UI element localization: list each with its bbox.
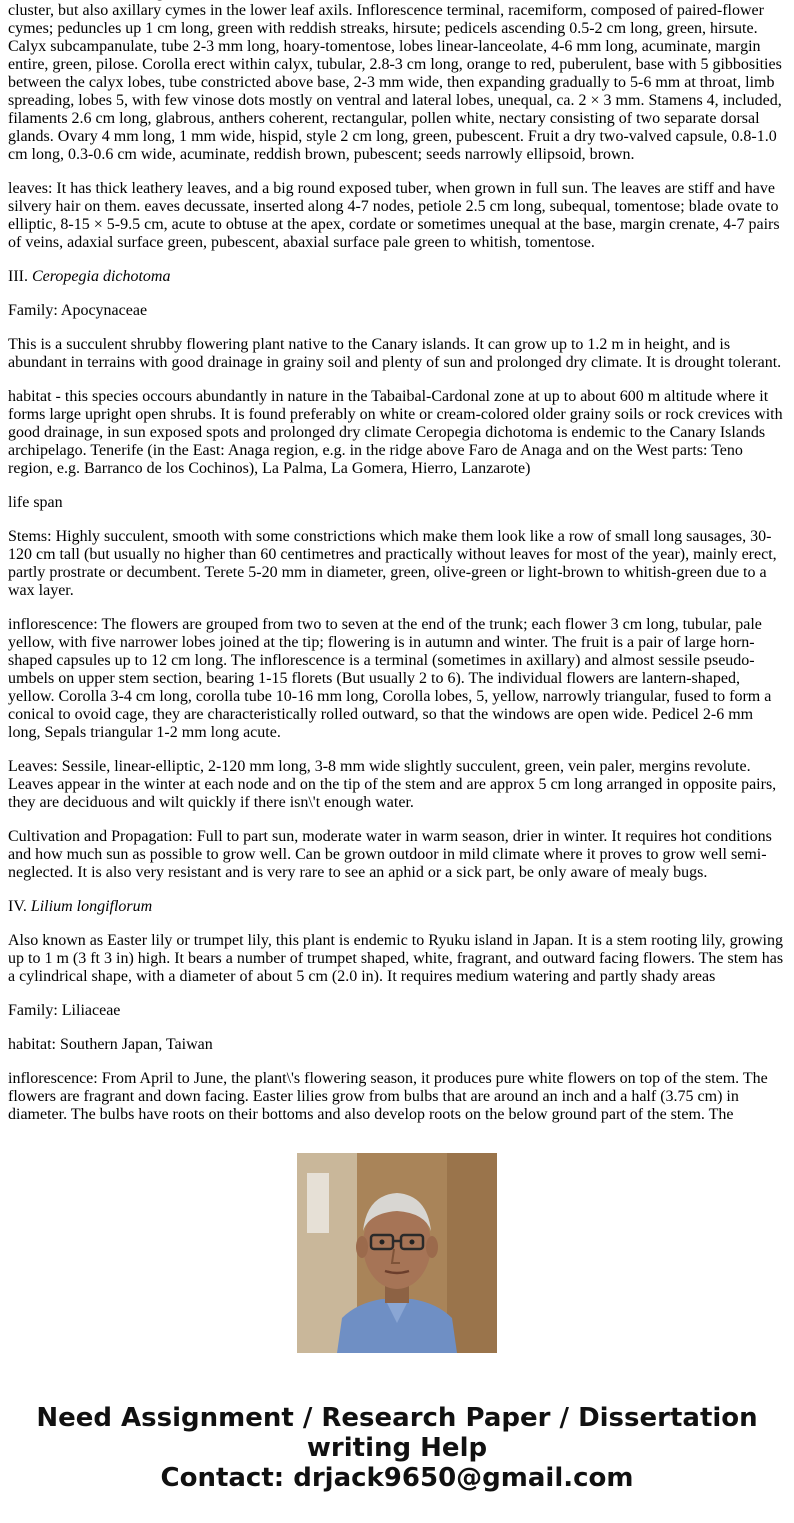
section-number: III. bbox=[8, 268, 32, 285]
paragraph-leaves-2: leaves: It has thick leathery leaves, and a big round exposed tuber, when grown in full sun. The leaves are stiff and have silvery hair on them. eaves decussate, inserted along 4-7 nodes, petiole 2.5 cm long, subequal, tomentose; blade ovate to elliptic, 8-15 × 5-9.5 cm, acute to obtuse at the apex, cordate or sometimes unequal at the base, margin crenate, 4-7 pairs of veins, adaxial surface green, pubescent, abaxial surface pale green to whitish, tomentose. bbox=[8, 180, 780, 251]
species-name: Lilium longiflorum bbox=[30, 898, 153, 915]
paragraph-inflorescence-3: inflorescence: The flowers are grouped from two to seven at the end of the trunk; each flower 3 cm long, tubular, pale yellow, with five narrower lobes joined at the tip; flowering is in autumn and winter. The fruit is a pair of large horn-shaped capsules up to 12 cm long. The inflorescence is a terminal (sometimes in axillary) and almost sessile pseudo-umbels on upper stem section, bearing 1-15 florets (But usually 2 to 6). The individual flowers are lantern-shaped, yellow. Corolla 3-4 cm long, corolla tube 10-16 mm long, Corolla lobes, 5, yellow, narrowly triangular, fused to form a conical to ovoid cage, they are characteristically rolled outward, so that the windows are open wide. Pedicel 2-6 mm long, Sepals triangular 1-2 mm long acute. bbox=[8, 616, 772, 741]
paragraph-inflorescence-4: inflorescence: From April to June, the plant\'s flowering season, it produces pure white flowers on top of the stem. The flowers are fragrant and down facing. Easter lilies grow from bulbs that are around an inch and a half (3.75 cm) in diameter. The bulbs have roots on their bottoms and also develop roots on the below ground part of the stem. The bbox=[8, 1070, 768, 1123]
paragraph-stems-3: Stems: Highly succulent, smooth with some constrictions which make them look like a row of small long sausages, 30-120 cm tall (but usually no higher than 60 centimetres and practically without leaves for most of the year), mainly erect, partly prostrate or decumbent. Terete 5-20 mm in diameter, green, olive-green or light-brown to whitish-green due to a wax layer. bbox=[8, 528, 777, 599]
avatar-portrait-image bbox=[297, 1153, 497, 1353]
promo-banner bbox=[0, 1403, 794, 1493]
paragraph-intro-3: This is a succulent shrubby flowering plant native to the Canary islands. It can grow up to 1.2 m in height, and is abundant in terrains with good drainage in grainy soil and plenty of sun and prolonged dry climate. It is drought tolerant. bbox=[8, 336, 782, 371]
paragraph-habitat-3: habitat - this species occours abundantly in nature in the Tabaibal-Cardonal zone at up to about 600 m altitude where it forms large upright open shrubs. It is found preferably on white or cream-colored older grainy soils or rock crevices with good drainage, in sun exposed spots and prolonged dry climate Ceropegia dichotoma is endemic to the Canary Islands archipelago. Tenerife (in the East: Anaga region, e.g. in the ridge above Faro de Anaga and on the West parts: Teno region, e.g. Barranco de los Cochinos), La Palma, La Gomera, Hierro, Lanzarote) bbox=[8, 388, 783, 477]
promo-line-1: Need Assignment / Research Paper / Dissertation bbox=[36, 1403, 758, 1433]
author-avatar bbox=[297, 1153, 497, 1353]
species-name: Ceropegia dichotoma bbox=[31, 268, 171, 285]
document-body bbox=[8, 0, 786, 1140]
section-number: IV. bbox=[8, 898, 31, 915]
promo-contact: Contact: drjack9650@gmail.com bbox=[160, 1463, 634, 1493]
paragraph-family-4: Family: Liliaceae bbox=[8, 1002, 121, 1019]
promo-line-2: writing Help bbox=[306, 1433, 488, 1463]
section-heading-4 bbox=[8, 898, 786, 916]
paragraph-cultivation-3: Cultivation and Propagation: Full to part sun, moderate water in warm season, drier in winter. It requires hot conditions and how much sun as possible to grow well. Can be grown outdoor in mild climate where it proves to grow well semi-neglected. It is also very resistant and is very rare to see an aphid or a sick part, be only aware of mealy bugs. bbox=[8, 828, 772, 881]
paragraph-inflorescence-2: cluster, but also axillary cymes in the lower leaf axils. Inflorescence terminal, racemiform, composed of paired-flower cymes; peduncles up 1 cm long, green with reddish streaks, hirsute; pedicels ascending 0.5-2 cm long, green, hirsute. Calyx subcampanulate, tube 2-3 mm long, hoary-tomentose, lobes linear-lanceolate, 4-6 mm long, acuminate, margin entire, green, pilose. Corolla erect within calyx, tubular, 2.8-3 cm long, orange to red, puberulent, base with 5 gibbosities between the calyx lobes, tube constricted above base, 2-3 mm wide, then expanding gradually to 5-6 mm at throat, limb spreading, lobes 5, with few vinose dots mostly on ventral and lateral lobes, unequal, ca. 2 × 3 mm. Stamens 4, included, filaments 2.6 cm long, glabrous, anthers coherent, rectangular, pollen white, nectary consisting of two separate dorsal glands. Ovary 4 mm long, 1 mm wide, hispid, style 2 cm long, green, pubescent. Fruit a dry two-valved capsule, 0.8-1.0 cm long, 0.3-0.6 cm wide, acuminate, reddish brown, pubescent; seeds narrowly ellipsoid, brown. bbox=[8, 2, 782, 163]
section-heading-3 bbox=[8, 268, 786, 286]
paragraph-intro-4: Also known as Easter lily or trumpet lily, this plant is endemic to Ryuku island in Japan. It is a stem rooting lily, growing up to 1 m (3 ft 3 in) high. It bears a number of trumpet shaped, white, fragrant, and outward facing flowers. The stem has a cylindrical shape, with a diameter of about 5 cm (2.0 in). It requires medium watering and partly shady areas bbox=[8, 932, 784, 985]
paragraph-family-3: Family: Apocynaceae bbox=[8, 302, 148, 319]
paragraph-leaves-3: Leaves: Sessile, linear-elliptic, 2-120 mm long, 3-8 mm wide slightly succulent, green, vein paler, mergins revolute. Leaves appear in the winter at each node and on the tip of the stem and are approx 5 cm long arranged in opposite pairs, they are deciduous and wilt quickly if there isn\'t enough water. bbox=[8, 758, 777, 811]
paragraph-lifespan-3: life span bbox=[8, 494, 63, 511]
paragraph-habitat-4: habitat: Southern Japan, Taiwan bbox=[8, 1036, 213, 1053]
